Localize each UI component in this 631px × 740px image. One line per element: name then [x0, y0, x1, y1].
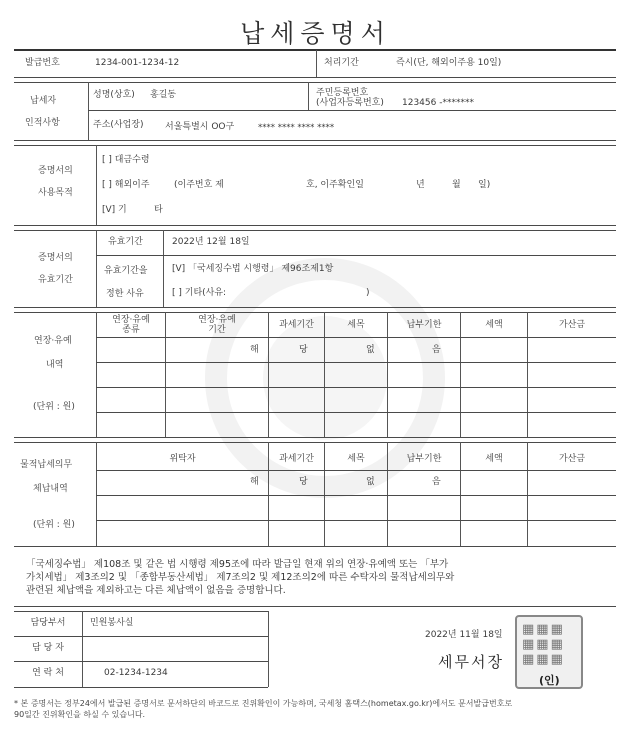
arrears-none-1: 해 [250, 477, 259, 487]
rule-v [88, 82, 89, 140]
rule-deferral-header [96, 337, 616, 338]
deferral-col-surcharge: 가산금 [558, 320, 586, 330]
seal-mark: (인) [539, 674, 560, 687]
deferral-none-1: 해 [250, 345, 259, 355]
certification-text [26, 558, 596, 597]
deferral-none-2: 당 [299, 345, 308, 355]
processing-period-label: 처리기간 [324, 58, 359, 68]
rule-deferral-top [14, 312, 616, 313]
deferral-section-label-2: 내역 [46, 360, 64, 370]
rule-deferral-row [96, 412, 616, 413]
rule-v [82, 611, 83, 687]
rule-top [14, 49, 616, 51]
person-label: 담 당 자 [32, 643, 64, 653]
rule-v [163, 230, 164, 307]
rule-deferral-row [96, 387, 616, 388]
rule-deferral-row [96, 362, 616, 363]
arrears-none-3: 없 [366, 477, 375, 487]
validity-section-label: 증명서의 [38, 253, 73, 263]
deferral-section-label: 연장·유예 [34, 336, 72, 346]
validity-period-value: 2022년 12월 18일 [172, 237, 250, 247]
purpose-option-other: [V] 기 [102, 205, 127, 215]
certification-line-3: 관련된 체납액을 제외하고는 다른 체납액이 없음을 증명합니다. [26, 585, 286, 596]
deferral-none-4: 음 [432, 345, 441, 355]
validity-section-label-2: 유효기간 [38, 275, 73, 285]
name-value: 홍길동 [150, 90, 177, 100]
arrears-unit-label: (단위 : 원) [33, 520, 75, 530]
rule-arrears-bottom [14, 546, 616, 547]
registration-number-value: 123456 -******* [402, 98, 474, 108]
rule-v [268, 611, 269, 687]
deferral-none-3: 없 [366, 345, 375, 355]
arrears-none-4: 음 [432, 477, 441, 487]
phone-value: 02-1234-1234 [104, 668, 168, 678]
rule-taxpayer-mid [88, 110, 616, 111]
emigration-month-label: 월 [452, 180, 461, 190]
purpose-option-other-tail: 타 [154, 205, 163, 215]
rule-contact-top [14, 611, 268, 612]
dept-label: 담당부서 [30, 618, 66, 628]
deferral-unit-label: (단위 : 원) [33, 402, 75, 412]
deferral-col-due-date: 납부기한 [406, 320, 442, 330]
rule-arrears-row [96, 495, 616, 496]
rule-validity-mid [96, 255, 616, 256]
rule-arrears-row [96, 520, 616, 521]
rule-v [308, 82, 309, 110]
arrears-col-due-date: 납부기한 [406, 454, 442, 464]
purpose-option-payment: [ ] 대금수령 [102, 155, 150, 165]
name-label: 성명(상호) [93, 90, 135, 100]
arrears-none-2: 당 [299, 477, 308, 487]
phone-label: 연 락 처 [32, 668, 64, 678]
certification-line-2: 가치세법」 제3조의2 및 「종합부동산세법」 제7조의2 및 제12조의2에 따른 수탁자의 물적납세의무와 [26, 572, 455, 583]
emigration-number-label: (이주번호 제 [174, 180, 224, 190]
processing-period-value: 즉시(단, 해외이주용 10일) [396, 58, 502, 68]
validity-reason-statutory: [V] 「국세징수법 시행령」 제96조제1항 [172, 264, 334, 274]
validity-reason-other: [ ] 기타(사유: [172, 288, 227, 298]
address-masked: **** **** **** **** [258, 123, 335, 133]
rule-contact-bottom [14, 687, 268, 688]
rule-contact-row [14, 661, 268, 662]
validity-reason-label: 유효기간을 [104, 266, 148, 276]
address-label: 주소(사업장) [93, 120, 144, 130]
footnote [14, 698, 614, 720]
deferral-col-type-2: 종류 [122, 325, 140, 335]
deferral-col-period: 연장·유예 [198, 315, 236, 325]
deferral-col-tax-period: 과세기간 [279, 320, 314, 330]
document-title: 납세증명서 [240, 19, 391, 48]
arrears-col-tax-amount: 세액 [485, 454, 503, 464]
emigration-day-label: 일) [478, 180, 491, 190]
rule-arrears-header [96, 470, 616, 471]
arrears-section-label-2: 체납내역 [33, 484, 68, 494]
rule-arrears-top [14, 442, 616, 443]
rule-validity-bottom [14, 307, 616, 308]
address-value: 서울특별시 OO구 [165, 122, 235, 132]
rule-v [96, 230, 97, 307]
emigration-confirm-label: 호, 이주확인일 [306, 180, 364, 190]
watermark-emblem-center [263, 316, 387, 440]
deferral-col-tax-item: 세목 [347, 320, 365, 330]
registration-number-label: 주민등록번호 [316, 88, 369, 98]
taxpayer-section-label-2: 인적사항 [25, 118, 60, 128]
validity-reason-label-2: 정한 사유 [106, 289, 144, 299]
purpose-section-label-2: 사용목적 [38, 188, 73, 198]
footnote-line-1: * 본 증명서는 정부24에서 발급된 증명서로 문서하단의 바코드로 진위확인이 가능하며, 국세청 홈택스(hometax.go.kr)에서도 문서발급번호로 [14, 699, 513, 708]
arrears-col-tax-item: 세목 [347, 454, 365, 464]
rule-contact-row [14, 636, 268, 637]
purpose-option-emigration: [ ] 해외이주 [102, 180, 150, 190]
rule-header-bottom [14, 77, 616, 78]
rule-deferral-bottom [14, 437, 616, 438]
issue-number-value: 1234-001-1234-12 [95, 58, 180, 68]
rule-purpose-top [14, 145, 616, 146]
issue-number-label: 발급번호 [25, 58, 60, 68]
rule-v [316, 50, 317, 77]
validity-reason-other-end: ) [366, 288, 370, 298]
certification-line-1: 「국세징수법」 제108조 및 같은 법 시행령 제95조에 따라 발급일 현재 위의 연장·유예액 또는 「부가 [26, 559, 449, 570]
rule-taxpayer-bottom [14, 140, 616, 141]
issue-date: 2022년 11월 18일 [425, 630, 503, 640]
emigration-year-label: 년 [416, 180, 425, 190]
deferral-col-tax-amount: 세액 [485, 320, 503, 330]
deferral-col-type: 연장·유예 [112, 315, 150, 325]
purpose-section-label: 증명서의 [38, 166, 73, 176]
deferral-col-period-2: 기간 [208, 325, 226, 335]
issuer-title: 세무서장 [438, 653, 504, 671]
footnote-line-2: 90일간 진위확인을 하실 수 있습니다. [14, 710, 146, 719]
validity-period-label: 유효기간 [108, 237, 143, 247]
arrears-col-tax-period: 과세기간 [279, 454, 314, 464]
rule-validity-top [14, 230, 616, 231]
rule-v [96, 145, 97, 225]
dept-value: 민원봉사실 [90, 618, 134, 628]
rule-taxpayer-top [14, 82, 616, 83]
arrears-col-surcharge: 가산금 [558, 454, 586, 464]
official-seal-glyph: ▦▦▦ ▦▦▦ ▦▦▦ [522, 622, 565, 667]
arrears-col-trustor: 위탁자 [169, 454, 196, 464]
taxpayer-section-label: 납세자 [30, 96, 57, 106]
arrears-section-label: 물적납세의무 [20, 460, 73, 470]
rule-cert-bottom [14, 606, 616, 607]
rule-purpose-bottom [14, 225, 616, 226]
business-registration-label: (사업자등록번호) [316, 98, 384, 108]
